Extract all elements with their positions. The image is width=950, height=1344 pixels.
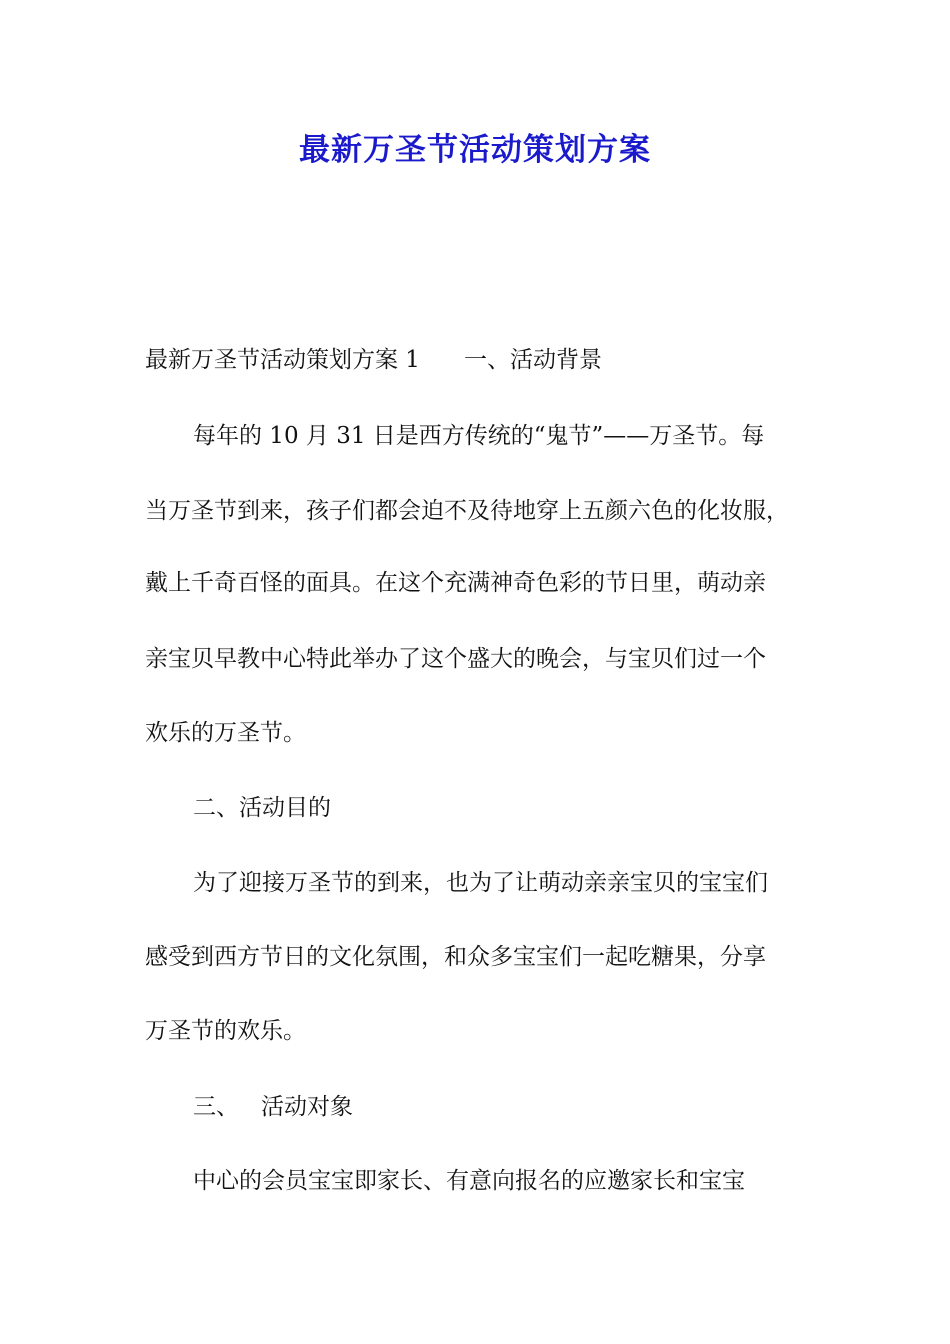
paragraph-line: 万圣节的欢乐。 (145, 1018, 306, 1044)
section-heading-background: 一、活动背景 (463, 347, 602, 373)
section-number-label: 三、 (193, 1094, 239, 1120)
paragraph-line: 戴上千奇百怪的面具。在这个充满神奇色彩的节日里，萌动亲 (145, 570, 766, 596)
paragraph-line: 感受到西方节日的文化氛围，和众多宝宝们一起吃糖果，分享 (145, 944, 766, 970)
paragraph-line: 为了迎接万圣节的到来，也为了让萌动亲亲宝贝的宝宝们 (193, 870, 768, 896)
document-title: 最新万圣节活动策划方案 (299, 132, 651, 168)
section-heading-line (145, 343, 835, 377)
paragraph-line: 每年的 10 月 31 日是西方传统的“鬼节”——万圣节。每 (193, 423, 765, 449)
section-heading-audience (193, 1090, 833, 1124)
paragraph-line: 欢乐的万圣节。 (145, 720, 306, 746)
section-title-label: 活动对象 (261, 1094, 353, 1120)
paragraph-line: 亲宝贝早教中心特此举办了这个盛大的晚会，与宝贝们过一个 (145, 646, 766, 672)
paragraph-line: 当万圣节到来，孩子们都会迫不及待地穿上五颜六色的化妆服， (145, 498, 789, 524)
paragraph-line: 中心的会员宝宝即家长、有意向报名的应邀家长和宝宝 (193, 1168, 745, 1194)
section-heading-purpose: 二、活动目的 (193, 795, 331, 821)
plan-number-label: 最新万圣节活动策划方案 1 (145, 347, 420, 373)
